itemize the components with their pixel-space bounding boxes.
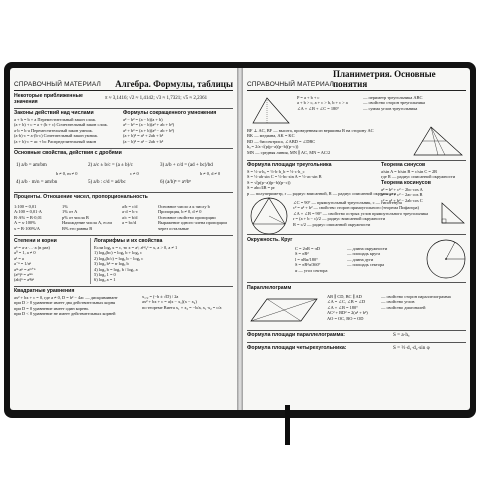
fraction-rule-6: 6) (a/b)ⁿ = aⁿ/bⁿ (160, 180, 192, 185)
fraction-cond-2: c ≠ 0 (130, 171, 139, 176)
divider (14, 286, 233, 287)
divider (247, 234, 466, 235)
area-triangle-block: Формула площади треугольника S = ½·a·hₐ = ½·b·h_b = ½·c·h_c S = ½·ab·sin C = ½·bc·sin A = ½·ac·sin B S = √(p(p−a)(p−b)(p−c)) S = abc/4R = pr p — полупериметр, r — радиус вписанной, R — радиус описанной окружности (247, 162, 396, 196)
triangle-notes: — периметр треугольника ABC — свойство сторон треугольника — сумма углов треугольника (363, 95, 426, 111)
right-page (243, 68, 470, 410)
sines-block: Теорема синусов a/sin A = b/sin B = c/sin C = 2R где R — радиус описанной окружности Теорема косинусов a² = b² + c² − 2bc·cos A b² = a² + c² − 2ac·cos B c² = a² + b² − 2ab·cos C (381, 162, 456, 203)
triangle-figure (249, 94, 293, 126)
divider (247, 282, 466, 283)
laws-block: Законы действий над числами a + b = b + a Переместительный закон слож. (a + b) + c = a + (b + c) Сочетательный закон слож. a·b = b·a Переместительный закон умнож. (a·b)·c = a·(b·c) Сочетательный закон умнож. (a + b)·c = ac + bc Распределительный закон (14, 110, 108, 144)
right-triangle-figure (439, 198, 467, 226)
section-label: СПРАВОЧНЫЙ МАТЕРИАЛ (14, 81, 101, 88)
fraction-rule-5: 5) a/b : c/d = ad/bc (88, 180, 126, 185)
right-triangle-block: ∠C = 90° — прямоугольный треугольник, c — гипотенуза c² = a² + b² — свойство сторон прямоугольного (теорема Пифагора) ∠A + ∠B = 90° — свойство острых углов прямоугольного треугольника r = (a + b − c)/2 — радиус вписанной окружности R = c/2 — радиус описанной окружности (293, 200, 429, 227)
parallelogram-heading-block: Параллелограмм (247, 285, 292, 291)
circle-heading-block: Окружность. Круг (247, 237, 293, 243)
percent-block: Проценты. Отношение чисел, пропорциональность (14, 194, 148, 200)
section-label: СПРАВОЧНЫЙ МАТЕРИАЛ (247, 81, 334, 88)
area-parallelogram-heading: Формула площади параллелограмма: (247, 332, 345, 338)
fraction-cond-1: b ≠ 0, m ≠ 0 (56, 171, 78, 176)
percent-col-1: 1:100 = 0,01 А:100 = 0,01·А В·A% = В·0,01 А = х·100% х = В·100%/A (14, 204, 42, 231)
fraction-rule-3: 3) a/b + c/d = (ad + bc)/bd (160, 163, 213, 168)
percent-col-4: Основное число а к числу b Пропорция, b ≠ 0, d ≠ 0 Основное свойство пропорции Выражение одного члена пропорции через остальные (158, 204, 227, 231)
divider (90, 238, 91, 284)
circle-formulas: C = 2πR = πD S = πR² l = πRα/180° S = πR²α/360° α — угол сектора (295, 246, 328, 273)
page-title: Алгебра. Формулы, таблицы (115, 79, 233, 89)
median-figure (411, 124, 465, 158)
page-title: Планиметрия. Основные понятия (333, 69, 436, 89)
circle-notes: — длина окружности — площадь круга — длина дуги — площадь сектора (347, 246, 388, 268)
fraction-rule-4: 4) a/b · m/n = am/bn (16, 180, 58, 185)
left-page (10, 68, 237, 410)
area-parallelogram-formula: S = a·hₐ (393, 332, 410, 338)
bookmark-ribbon[interactable] (285, 405, 290, 445)
parallelogram-formulas: AB ∥ CD, BC ∥ AD ∠A = ∠C, ∠B = ∠D ∠A + ∠B = 180° AC² + BD² = 2(a² + b²) AO = OC, BO = OD (327, 294, 368, 321)
fraction-cond-3: b ≠ 0, d ≠ 0 (200, 171, 221, 176)
quadratic-roots: x₁,₂ = (−b ± √D) / 2a ax² + bx + c = a(x − x₁)(x − x₂) по теореме Виета x₁ + x₂ = −b/a, x₁·x₂ = c/a (142, 294, 222, 310)
fraction-rule-1: 1) a/b = am/bm (16, 163, 47, 168)
approx-values-formula: π ≈ 3,1416; √2 ≈ 1,4142; √3 ≈ 1,7321; √5 ≈ 2,2361 (105, 96, 208, 101)
divider (14, 148, 233, 149)
divider (247, 342, 466, 343)
percent-col-3: a/b = c/d a·d = b·c a/c = b/d a = bc/d (122, 204, 138, 226)
triangle-formulas: P = a + b + c a + b > c, a + c > b, b + c > a ∠A + ∠B + ∠C = 180° (297, 95, 348, 111)
divider (14, 192, 233, 193)
area-quadrilateral-heading: Формула площади четырехугольника: (247, 345, 347, 351)
left-page-header (14, 74, 233, 91)
fractions-block: Основные свойства, действия с дробями (14, 150, 122, 156)
parallelogram-notes: — свойство сторон параллелограмма — свойство углов — свойство диагоналей (381, 294, 451, 310)
area-quadrilateral-formula: S = ½·d₁·d₂·sin φ (393, 345, 430, 351)
divider (14, 108, 233, 109)
approx-values-heading: Некоторые приближенные значения (14, 93, 83, 105)
right-page-header (247, 69, 466, 91)
powers-block: Степени и корни aⁿ = a·a·…·a (n раз) a⁰ = 1, a ≠ 0 a¹ = a a⁻ⁿ = 1/aⁿ aᵐ·aⁿ = aᵐ⁺ⁿ (aᵐ)ⁿ = aᵐⁿ (ab)ⁿ = aⁿbⁿ (14, 238, 57, 283)
divider (14, 235, 233, 236)
bisector-block: BF ⊥ AC, BF — высота, проведенная из вершины B на сторону AC BK — медиана, AK = KC BD — биссектриса, ∠ABD = ∠DBC hₐ = 2/a·√(p(p−a)(p−b)(p−c)) MN — средняя линия, MN ∥ AC, MN = AC/2 (247, 128, 374, 155)
parallelogram-figure (249, 296, 319, 324)
quadratic-block: Квадратные уравнения ax² + bx + c = 0, где a ≠ 0, D = b² − 4ac — дискриминант при D > 0 уравнение имеет два действительных корня при D = 0 уравнение имеет один корень при D < 0 уравнение не имеет действительных корней (14, 288, 118, 317)
circle-figure (425, 238, 467, 280)
divider (247, 330, 466, 331)
logs-block: Логарифмы и их свойства Если logₐ x = c, то x = aᶜ; aˡᵒᵍₐˣ = x, a > 0, a ≠ 1 1) logₐ(bc) = logₐ b + logₐ c 2) logₐ(b/c) = logₐ b − logₐ c 3) logₐ bⁿ = n·logₐ b 4) logₐ b = log꜀ b / log꜀ a 5) logₐ 1 = 0 6) logₐ a = 1 (94, 238, 178, 283)
fraction-rule-2: 2) a/c ± b/c = (a ± b)/c (88, 163, 133, 168)
short-mult-block: Формулы сокращенного умножения a² − b² = (a − b)(a + b) a³ − b³ = (a − b)(a² + ab + b²) a³ + b³ = (a + b)(a² − ab + b²) (a + b)² = a² + 2ab + b² (a − b)² = a² − 2ab + b² (123, 110, 217, 144)
percent-col-2: 1% 1% от A p% от числа В Нахождение числа A, если В% его равны В (62, 204, 112, 231)
inscribed-triangle-figure (249, 196, 289, 236)
divider (247, 160, 466, 161)
